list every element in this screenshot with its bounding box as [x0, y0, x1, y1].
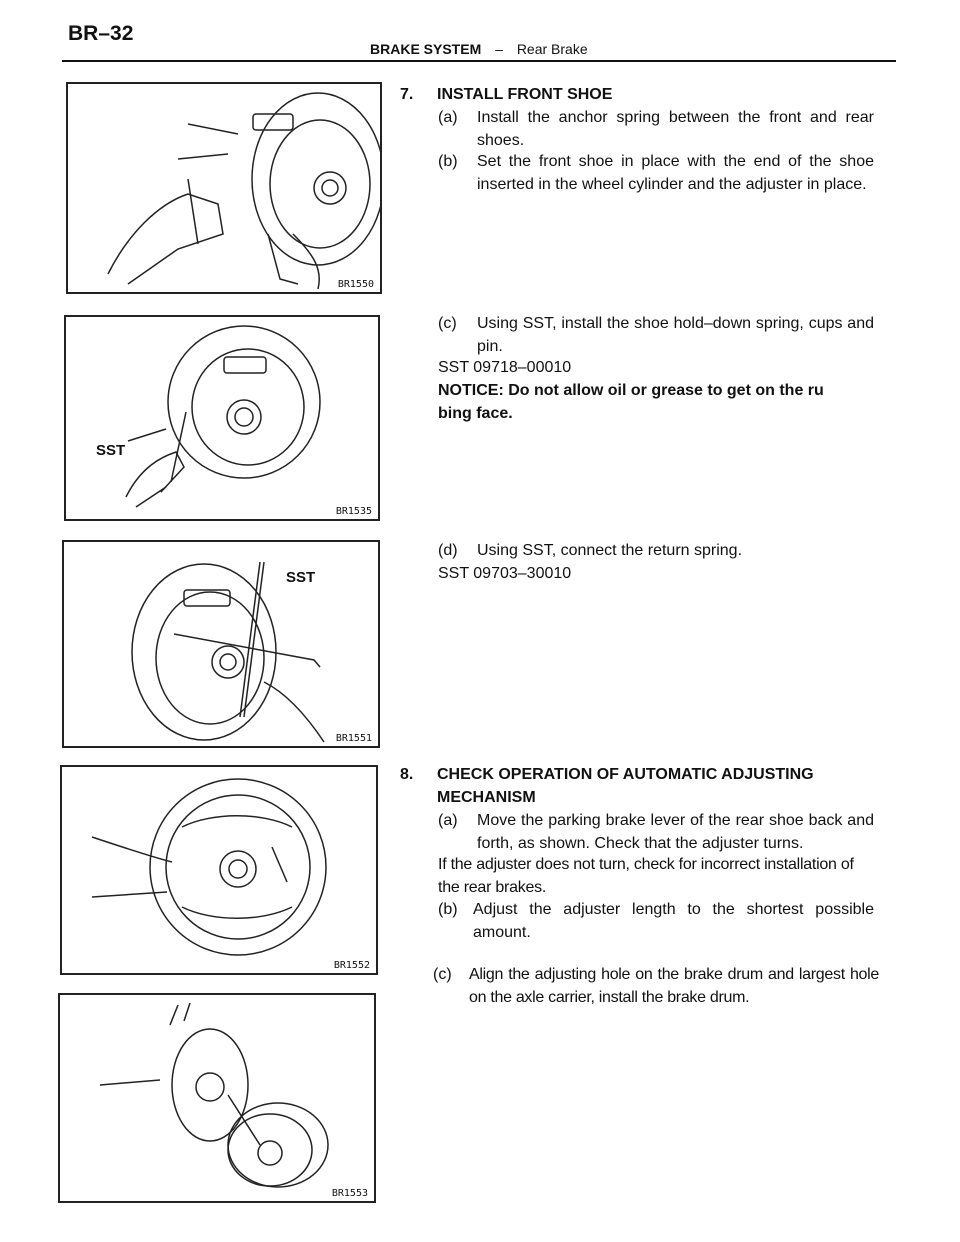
item-text: Align the adjusting hole on the brake drum and largest hole on the axle carrier, install the brake drum.	[469, 966, 879, 1006]
figure-return-spring	[62, 540, 380, 748]
step-8-note: If the adjuster does not turn, check for incorrect installation of the rear brakes.	[438, 856, 854, 896]
item-text: Set the front shoe in place with the end of the shoe inserted in the wheel cylinder and the adjuster in place.	[477, 153, 874, 193]
figure-code: BR1552	[333, 960, 370, 971]
item-key: (b)	[438, 901, 458, 918]
step-7-a	[438, 107, 874, 152]
item-key: (b)	[438, 153, 458, 170]
step-7-d	[438, 540, 874, 563]
page-number: BR–32	[68, 22, 134, 45]
step-7-c	[438, 313, 874, 358]
figure-code: BR1551	[335, 733, 372, 744]
step-8-a	[438, 810, 874, 855]
figure-install-front-shoe	[66, 82, 382, 294]
item-text: Adjust the adjuster length to the shortest possible amount.	[473, 901, 874, 941]
step-title: INSTALL FRONT SHOE	[437, 86, 613, 103]
figure-automatic-adjuster	[60, 765, 378, 975]
sst-label: SST	[96, 442, 126, 459]
brake-shoe-illustration	[68, 84, 380, 292]
item-key: (a)	[438, 812, 458, 829]
figure-code: BR1553	[331, 1188, 368, 1199]
step-title-line-2: MECHANISM	[437, 788, 536, 806]
item-text: Using SST, install the shoe hold–down spring, cups and pin.	[477, 315, 874, 355]
figure-hold-down-spring	[64, 315, 380, 521]
notice-line-1: NOTICE: Do not allow oil or grease to get on the ru	[438, 382, 824, 399]
item-key: (c)	[438, 315, 457, 332]
sst-number: SST 09718–00010	[438, 359, 572, 376]
item-text: Using SST, connect the return spring.	[477, 542, 743, 559]
brake-drum-illustration	[60, 995, 374, 1201]
step-8-b	[438, 899, 874, 944]
item-text: Move the parking brake lever of the rear shoe back and forth, as shown. Check that the adjuster turns.	[477, 812, 874, 852]
item-key: (c)	[433, 966, 452, 983]
item-key: (d)	[438, 542, 458, 559]
sst-label: SST	[286, 569, 316, 586]
sst-number: SST 09703–30010	[438, 565, 572, 582]
system-title: BRAKE SYSTEM	[370, 41, 482, 57]
step-number: 7.	[400, 86, 414, 103]
section-title: Rear Brake	[516, 41, 588, 57]
figure-code: BR1535	[335, 506, 372, 517]
step-7-heading	[400, 84, 880, 108]
step-8-c	[433, 964, 879, 1009]
adjuster-illustration	[62, 767, 376, 973]
item-key: (a)	[438, 109, 458, 126]
item-text: Install the anchor spring between the front and rear shoes.	[477, 109, 874, 149]
header-separator: –	[495, 41, 503, 57]
step-7-b	[438, 151, 874, 196]
figure-code: BR1550	[337, 279, 374, 290]
step-title-line-1: CHECK OPERATION OF AUTOMATIC ADJUSTING	[437, 766, 814, 783]
hold-down-spring-illustration	[66, 317, 378, 519]
step-8-heading	[400, 764, 880, 810]
return-spring-illustration	[64, 542, 378, 746]
step-number: 8.	[400, 766, 414, 783]
section-header	[370, 41, 588, 57]
notice-line-2: bing face.	[438, 405, 513, 422]
header-rule	[62, 60, 896, 62]
figure-install-drum	[58, 993, 376, 1203]
